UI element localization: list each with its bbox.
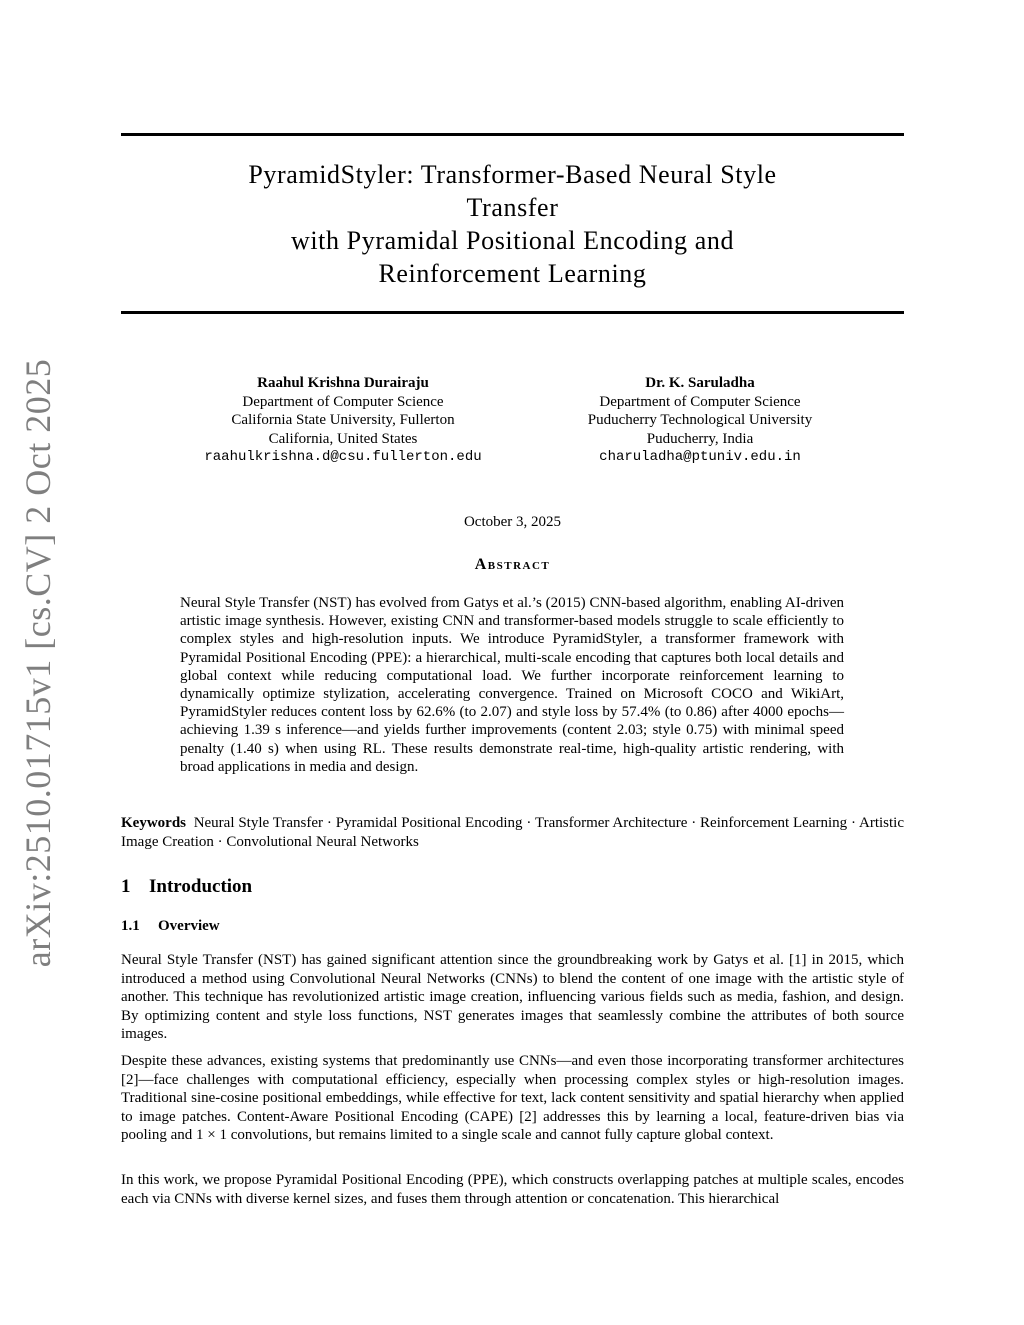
author-institution: California State University, Fullerton (231, 412, 455, 428)
keywords-line (121, 814, 904, 851)
title-line-4: Reinforcement Learning (378, 259, 647, 288)
title-line-2: Transfer (466, 193, 559, 222)
author-location: Puducherry, India (646, 430, 754, 447)
keywords-text: Neural Style Transfer · Pyramidal Positional Encoding · Transformer Architecture · Reinforcement Learning · Artistic Image Creation · Convolutional Neural Networks (121, 815, 904, 850)
keywords-label: Keywords (121, 815, 186, 831)
abstract-heading: Abstract (474, 556, 551, 573)
abstract-text: Neural Style Transfer (NST) has evolved from Gatys et al.’s (2015) CNN-based algorithm, enabling AI-driven artistic image synthesis. However, existing CNN and transformer-based models struggle to scale efficiently to complex styles and high-resolution inputs. We introduce PyramidStyler, a transformer framework with Pyramidal Positional Encoding (PPE): a hierarchical, multi-scale encoding that captures both local details and global context while reducing computational load. We further incorporate reinforcement learning to dynamically optimize stylization, accelerating convergence. Trained on Microsoft COCO and WikiArt, PyramidStyler reduces content loss by 62.6% (to 2.07) and style loss by 57.4% (to 0.86) after 4000 epochs—achieving 1.39 s inference—and yields further improvements (content 2.03; style 0.75) with minimal speed penalty (1.40 s) when using RL. These results demonstrate real-time, high-quality artistic rendering, with broad applications in media and design. (180, 595, 844, 775)
paper-title (121, 158, 904, 290)
author-block-2 (530, 374, 870, 467)
body-paragraph-3: In this work, we propose Pyramidal Positional Encoding (PPE), which constructs overlapping patches at multiple scales, encodes each via CNNs with diverse kernel sizes, and fuses them through attention or concatenation. This hierarchical (121, 1172, 904, 1207)
author-location: California, United States (268, 430, 418, 447)
subsection-heading-overview (121, 918, 220, 935)
author-department: Department of Computer Science (599, 393, 801, 410)
author-name: Dr. K. Saruladha (645, 375, 755, 391)
body-paragraph-2: Despite these advances, existing systems that predominantly use CNNs—and even those incorporating transformer architectures [2]—face challenges with computational efficiency, especially when processing complex styles or high-resolution images. Traditional sine-cosine positional embeddings, while effective for text, lack content sensitivity and spatial hierarchy when applied to image patches. Content-Aware Positional Encoding (CAPE) [2] addresses this by learning a local, feature-driven bias via pooling and 1 × 1 convolutions, but remains limited to a single scale and cannot fully capture global context. (121, 1053, 904, 1143)
author-name: Raahul Krishna Durairaju (257, 375, 429, 391)
subsection-title: Overview (158, 918, 220, 934)
publication-date: October 3, 2025 (463, 514, 562, 530)
author-department: Department of Computer Science (242, 393, 444, 410)
title-bottom-rule (121, 311, 904, 314)
section-heading-introduction (121, 876, 252, 898)
section-number: 1 (121, 876, 131, 897)
section-title: Introduction (149, 876, 253, 897)
author-institution: Puducherry Technological University (587, 412, 813, 428)
author-email[interactable]: raahulkrishna.d@csu.fullerton.edu (204, 449, 482, 465)
author-email[interactable]: charuladha@ptuniv.edu.in (599, 449, 801, 465)
arxiv-stamp-text: arXiv:2510.01715v1 [cs.CV] 2 Oct 2025 (18, 358, 58, 967)
author-block-1 (173, 374, 513, 467)
title-line-1: PyramidStyler: Transformer-Based Neural Style (248, 160, 777, 189)
body-paragraph-1: Neural Style Transfer (NST) has gained significant attention since the groundbreaking work by Gatys et al. [1] in 2015, which introduced a method using Convolutional Neural Networks (CNNs) to blend the content of one image with the artistic style of another. This technique has revolutionized artistic image creation, influencing various fields such as media, fashion, and design. By optimizing content and style loss functions, NST generates images that seamlessly combine the attributes of both source images. (121, 952, 904, 1042)
subsection-number: 1.1 (121, 918, 140, 934)
title-top-rule (121, 133, 904, 136)
arxiv-identifier-stamp (8, 358, 68, 967)
title-line-3: with Pyramidal Positional Encoding and (290, 226, 735, 255)
